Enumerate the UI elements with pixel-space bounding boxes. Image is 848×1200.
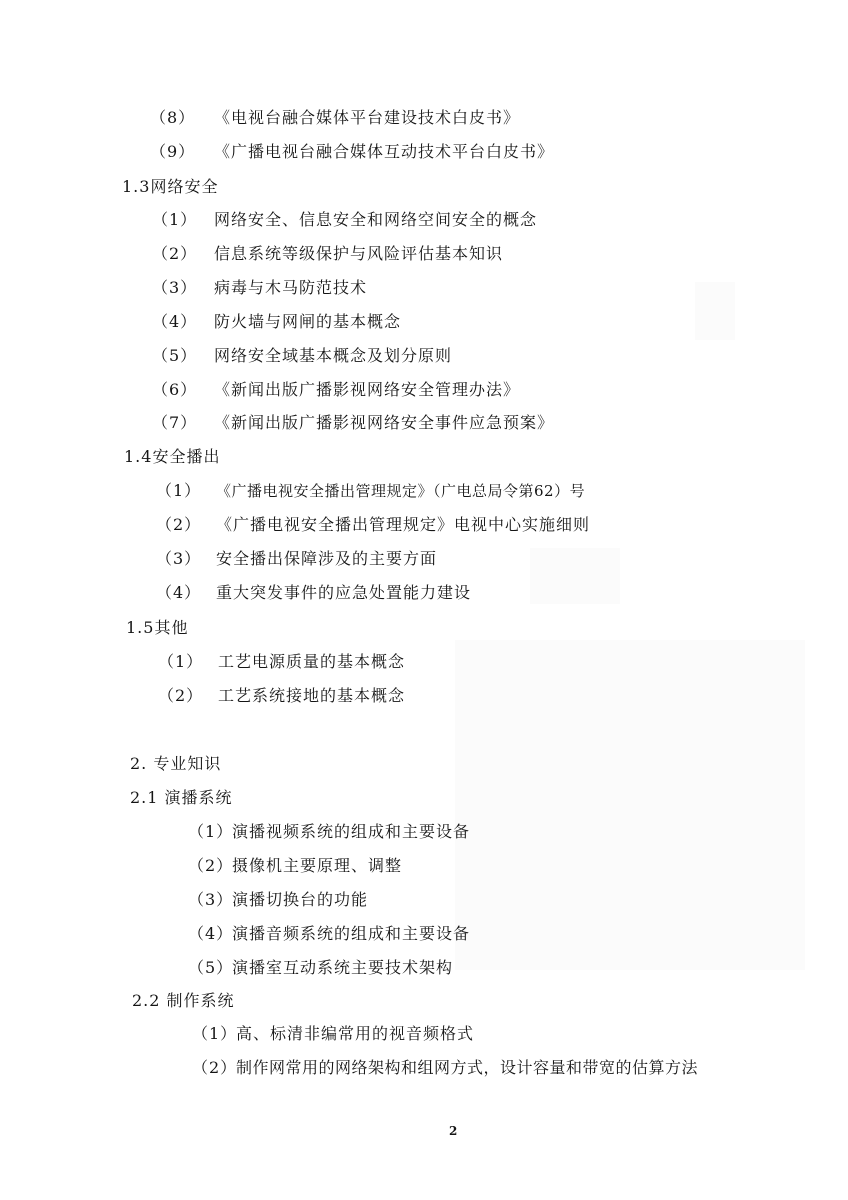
item-text: 工艺系统接地的基本概念 [218, 686, 406, 705]
item-number: （9） [150, 142, 196, 161]
item-number: （3） [188, 890, 234, 909]
item-text: 防火墙与网闸的基本概念 [214, 312, 402, 331]
list-item [150, 142, 554, 162]
section-heading: 1.3网络安全 [122, 177, 219, 196]
list-item [158, 652, 405, 672]
item-text: 网络安全域基本概念及划分原则 [214, 346, 453, 365]
list-item [150, 108, 520, 128]
scan-shade [530, 548, 620, 604]
list-item [156, 515, 590, 535]
item-number: （2） [188, 856, 234, 875]
item-number: （1） [158, 652, 204, 671]
list-item [152, 244, 503, 264]
item-text: 演播室互动系统主要技术架构 [232, 958, 454, 977]
section-heading: 1.5其他 [126, 618, 189, 637]
item-number: （3） [156, 549, 202, 568]
chapter-heading: 2. 专业知识 [130, 754, 222, 773]
item-text: 演播视频系统的组成和主要设备 [232, 822, 471, 841]
item-text: 《新闻出版广播影视网络安全管理办法》 [214, 380, 521, 399]
item-number: （1） [156, 481, 202, 500]
list-item [192, 1024, 474, 1044]
item-text: 病毒与木马防范技术 [214, 278, 368, 297]
list-item [152, 312, 401, 332]
list-item [188, 890, 368, 910]
item-number: （1） [192, 1024, 238, 1043]
list-item [188, 924, 470, 944]
item-text: 《新闻出版广播影视网络安全事件应急预案》 [214, 413, 555, 432]
list-item [188, 856, 402, 876]
item-text: 网络安全、信息安全和网络空间安全的概念 [214, 210, 538, 229]
item-text: 摄像机主要原理、调整 [232, 856, 403, 875]
page-number: 2 [449, 1124, 458, 1138]
item-text: 演播音频系统的组成和主要设备 [232, 924, 471, 943]
list-item [152, 380, 520, 400]
item-number: （8） [150, 108, 196, 127]
item-text: 演播切换台的功能 [232, 890, 369, 909]
list-item [152, 346, 452, 366]
scan-shade [455, 640, 805, 970]
item-number: （5） [152, 346, 198, 365]
item-text: 信息系统等级保护与风险评估基本知识 [214, 244, 504, 263]
item-text: 《广播电视安全播出管理规定》（广电总局令第62）号 [216, 482, 586, 500]
item-number: （1） [152, 210, 198, 229]
section-heading: 2.2 制作系统 [132, 991, 235, 1010]
item-number: （7） [152, 413, 198, 432]
item-number: （6） [152, 380, 198, 399]
item-text: 《广播电视安全播出管理规定》电视中心实施细则 [216, 515, 591, 534]
list-item [152, 413, 554, 433]
item-number: （5） [188, 958, 234, 977]
item-number: （4） [156, 583, 202, 602]
list-item [156, 583, 471, 603]
item-number: （4） [188, 924, 234, 943]
item-number: （4） [152, 312, 198, 331]
list-item [192, 1058, 698, 1078]
list-item [158, 686, 405, 706]
list-item [188, 822, 470, 842]
list-item [188, 958, 453, 978]
item-text: 重大突发事件的应急处置能力建设 [216, 583, 472, 602]
item-text: 《电视台融合媒体平台建设技术白皮书》 [214, 108, 521, 127]
item-number: （2） [152, 244, 198, 263]
section-heading: 1.4安全播出 [124, 447, 221, 466]
item-text: 制作网常用的网络架构和组网方式，设计容量和带宽的估算方法 [236, 1058, 699, 1077]
item-text: 工艺电源质量的基本概念 [218, 652, 406, 671]
item-number: （3） [152, 278, 198, 297]
item-number: （2） [156, 515, 202, 534]
item-number: （1） [188, 822, 234, 841]
list-item [152, 278, 367, 298]
item-number: （2） [192, 1058, 238, 1077]
scan-shade [695, 282, 735, 340]
item-text: 《广播电视台融合媒体互动技术平台白皮书》 [214, 142, 555, 161]
list-item [156, 481, 585, 501]
item-text: 安全播出保障涉及的主要方面 [216, 549, 438, 568]
section-heading: 2.1 演播系统 [130, 788, 233, 807]
list-item [152, 210, 537, 230]
item-number: （2） [158, 686, 204, 705]
item-text: 高、标清非编常用的视音频格式 [236, 1024, 475, 1043]
list-item [156, 549, 437, 569]
